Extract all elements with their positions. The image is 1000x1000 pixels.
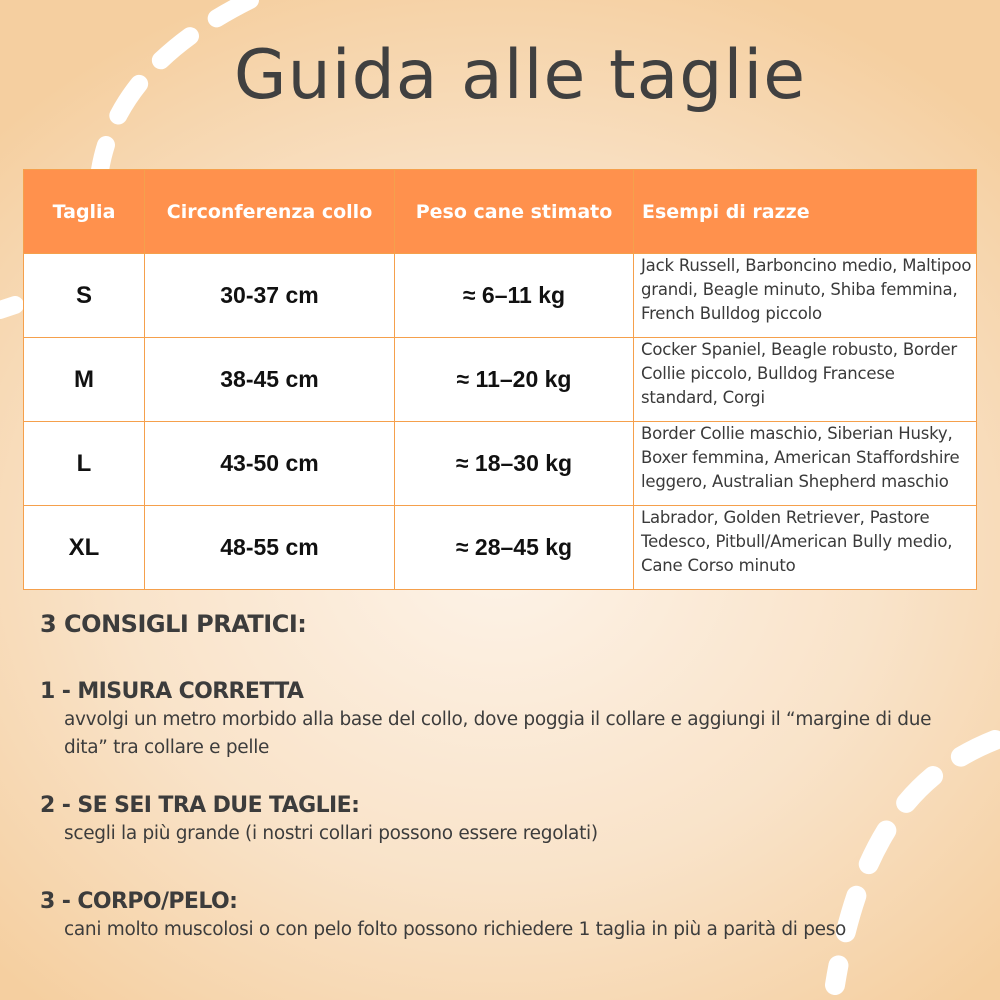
breeds-cell: Labrador, Golden Retriever, Pastore Tedesco, Pitbull/American Bully medio, Cane Corso minuto bbox=[634, 506, 977, 590]
tip-item bbox=[40, 792, 940, 848]
weight-cell: ≈ 11–20 kg bbox=[395, 338, 634, 422]
page-title: Guida alle taglie bbox=[233, 36, 807, 115]
size-guide-table bbox=[23, 169, 977, 590]
tip-text: scegli la più grande (i nostri collari possono essere regolati) bbox=[64, 823, 598, 844]
size-cell: XL bbox=[24, 506, 145, 590]
tip-title: 2 - SE SEI TRA DUE TAGLIE: bbox=[40, 793, 360, 818]
weight-cell: ≈ 6–11 kg bbox=[395, 254, 634, 338]
neck-cell: 43-50 cm bbox=[145, 422, 395, 506]
tips-heading: 3 CONSIGLI PRATICI: bbox=[40, 610, 307, 638]
header-estimated-weight: Peso cane stimato bbox=[395, 170, 634, 254]
breeds-cell: Jack Russell, Barboncino medio, Maltipoo grandi, Beagle minuto, Shiba femmina, French Bulldog piccolo bbox=[634, 254, 977, 338]
neck-cell: 38-45 cm bbox=[145, 338, 395, 422]
table-row bbox=[24, 506, 977, 590]
tips-section bbox=[40, 610, 940, 974]
header-neck-circumference: Circonferenza collo bbox=[145, 170, 395, 254]
size-cell: L bbox=[24, 422, 145, 506]
header-size: Taglia bbox=[24, 170, 145, 254]
table-row bbox=[24, 338, 977, 422]
tip-text: avvolgi un metro morbido alla base del collo, dove poggia il collare e aggiungi il “margine di due dita” tra collare e pelle bbox=[64, 709, 932, 758]
neck-cell: 48-55 cm bbox=[145, 506, 395, 590]
table-row bbox=[24, 422, 977, 506]
neck-cell: 30-37 cm bbox=[145, 254, 395, 338]
tip-item bbox=[40, 888, 940, 944]
tip-item bbox=[40, 678, 940, 762]
breeds-cell: Border Collie maschio, Siberian Husky, Boxer femmina, American Staffordshire leggero, Australian Shepherd maschio bbox=[634, 422, 977, 506]
tip-text: cani molto muscolosi o con pelo folto possono richiedere 1 taglia in più a parità di peso bbox=[64, 919, 847, 940]
size-cell: M bbox=[24, 338, 145, 422]
tip-title: 1 - MISURA CORRETTA bbox=[40, 679, 304, 704]
table-header-row bbox=[24, 170, 977, 254]
breeds-cell: Cocker Spaniel, Beagle robusto, Border Collie piccolo, Bulldog Francese standard, Corgi bbox=[634, 338, 977, 422]
size-cell: S bbox=[24, 254, 145, 338]
tip-title: 3 - CORPO/PELO: bbox=[40, 889, 238, 914]
header-breed-examples: Esempi di razze bbox=[634, 170, 977, 254]
weight-cell: ≈ 18–30 kg bbox=[395, 422, 634, 506]
weight-cell: ≈ 28–45 kg bbox=[395, 506, 634, 590]
table-row bbox=[24, 254, 977, 338]
